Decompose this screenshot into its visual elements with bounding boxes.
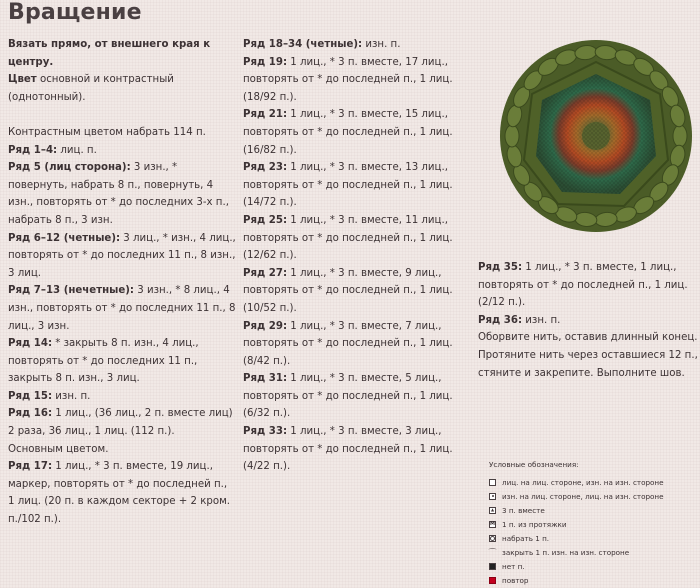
k3tog-symbol-icon	[489, 507, 496, 514]
instruction-row-35: Ряд 35: 1 лиц., * 3 п. вместе, 1 лиц., повторять от * до последней п., 1 лиц. (2/12 п.).	[478, 262, 688, 309]
instruction-row-15: Ряд 15: изн. п.	[8, 390, 91, 402]
instructions-column-1	[8, 36, 236, 529]
instruction-para: Контрастным цветом набрать 114 п.	[8, 126, 206, 138]
instruction-row-36: Ряд 36: изн. п.	[478, 314, 561, 326]
page-title: Вращение	[8, 0, 142, 25]
bind-off-symbol-icon	[489, 549, 496, 556]
cast-on-symbol-icon	[489, 535, 496, 542]
spacer	[8, 106, 236, 124]
repeat-symbol-icon	[489, 577, 496, 584]
make-one-symbol-icon	[489, 521, 496, 528]
legend-item: ▲ 3 п. вместе	[489, 503, 699, 517]
instruction-row-25: Ряд 25: 1 лиц., * 3 п. вместе, 11 лиц., повторять от * до последней п., 1 лиц. (12/62 п.).	[243, 214, 453, 262]
legend-item: ⌒ закрыть 1 п. изн. на изн. стороне	[489, 545, 699, 559]
ruffle-fold	[673, 125, 687, 147]
instructions-column-2	[243, 36, 473, 476]
no-stitch-symbol-icon	[489, 563, 496, 570]
knit-symbol-icon	[489, 479, 496, 486]
instruction-row-17: Ряд 17: 1 лиц., * 3 п. вместе, 19 лиц., маркер, повторять от * до последней п., 1 лиц. (20 п. в каждом секторе + 2 кром. п./102 п.).	[8, 461, 231, 526]
instruction-row-27: Ряд 27: 1 лиц., * 3 п. вместе, 9 лиц., повторять от * до последней п., 1 лиц. (10/52 п.).	[243, 267, 453, 314]
legend-item: нет п.	[489, 560, 699, 574]
instruction-row-19: Ряд 19: 1 лиц., * 3 п. вместе, 17 лиц., повторять от * до последней п., 1 лиц. (18/92 п.).	[243, 56, 453, 103]
legend-title: Условные обозначения:	[489, 460, 579, 469]
instruction-row-31: Ряд 31: 1 лиц., * 3 п. вместе, 5 лиц., повторять от * до последней п., 1 лиц. (6/32 п.).	[243, 373, 453, 420]
ruffle-fold	[505, 125, 519, 147]
legend-item: набрать 1 п.	[489, 531, 699, 545]
instruction-row-21: Ряд 21: 1 лиц., * 3 п. вместе, 15 лиц., повторять от * до последней п., 1 лиц. (16/82 п.).	[243, 109, 453, 156]
instructions-column-3	[478, 259, 700, 382]
instruction-row-1-4: Ряд 1–4: лиц. п.	[8, 144, 97, 156]
instruction-row-33: Ряд 33: 1 лиц., * 3 п. вместе, 3 лиц., повторять от * до последней п., 1 лиц. (4/22 п.).	[243, 426, 453, 473]
instruction-para: Вязать прямо, от внешнего края к центру.	[8, 39, 211, 68]
finishing-instructions: Оборвите нить, оставив длинный конец. Протяните нить через оставшиеся 12 п., стяните и закрепите. Выполните шов.	[478, 332, 698, 379]
instruction-para: Цвет основной и контрастный (однотонный).	[8, 74, 174, 103]
instruction-row-5: Ряд 5 (лиц сторона): 3 изн., * повернуть, набрать 8 п., повернуть, 4 изн., повторять от * до последних 3-х п., набрать 8 п., 3 изн.	[8, 162, 229, 226]
instruction-row-29: Ряд 29: 1 лиц., * 3 п. вместе, 7 лиц., повторять от * до последней п., 1 лиц. (8/42 п.).	[243, 320, 453, 367]
instruction-para: Основным цветом.	[8, 443, 109, 455]
instruction-row-23: Ряд 23: 1 лиц., * 3 п. вместе, 13 лиц., повторять от * до последней п., 1 лиц. (14/72 п.).	[243, 162, 453, 209]
instruction-row-18-34: Ряд 18–34 (четные): изн. п.	[243, 39, 401, 50]
legend-item: M 1 п. из протяжки	[489, 517, 699, 531]
instruction-row-16: Ряд 16: 1 лиц., (36 лиц., 2 п. вместе лиц) 2 раза, 36 лиц., 1 лиц. (112 п.).	[8, 408, 233, 438]
legend-item: лиц. на лиц. стороне, изн. на изн. стороне	[489, 475, 699, 489]
chart-legend	[489, 460, 699, 588]
legend-item: повтор	[489, 574, 699, 588]
legend-item: изн. на лиц. стороне, лиц. на изн. стороне	[489, 489, 699, 503]
knitted-beret-photo	[498, 36, 694, 236]
instruction-row-6-12: Ряд 6–12 (четные): 3 лиц., * изн., 4 лиц., повторять от * до последних 11 п., 8 изн., 3 лиц.	[8, 232, 236, 279]
instruction-row-7-13: Ряд 7–13 (нечетные): 3 изн., * 8 лиц., 4 изн., повторять от * до последних 11 п., 8 лиц., 3 изн.	[8, 285, 236, 332]
purl-symbol-icon	[489, 493, 496, 500]
instruction-row-14: Ряд 14: * закрыть 8 п. изн., 4 лиц., повторять от * до последних 11 п., закрыть 8 п. изн., 3 лиц.	[8, 338, 199, 385]
